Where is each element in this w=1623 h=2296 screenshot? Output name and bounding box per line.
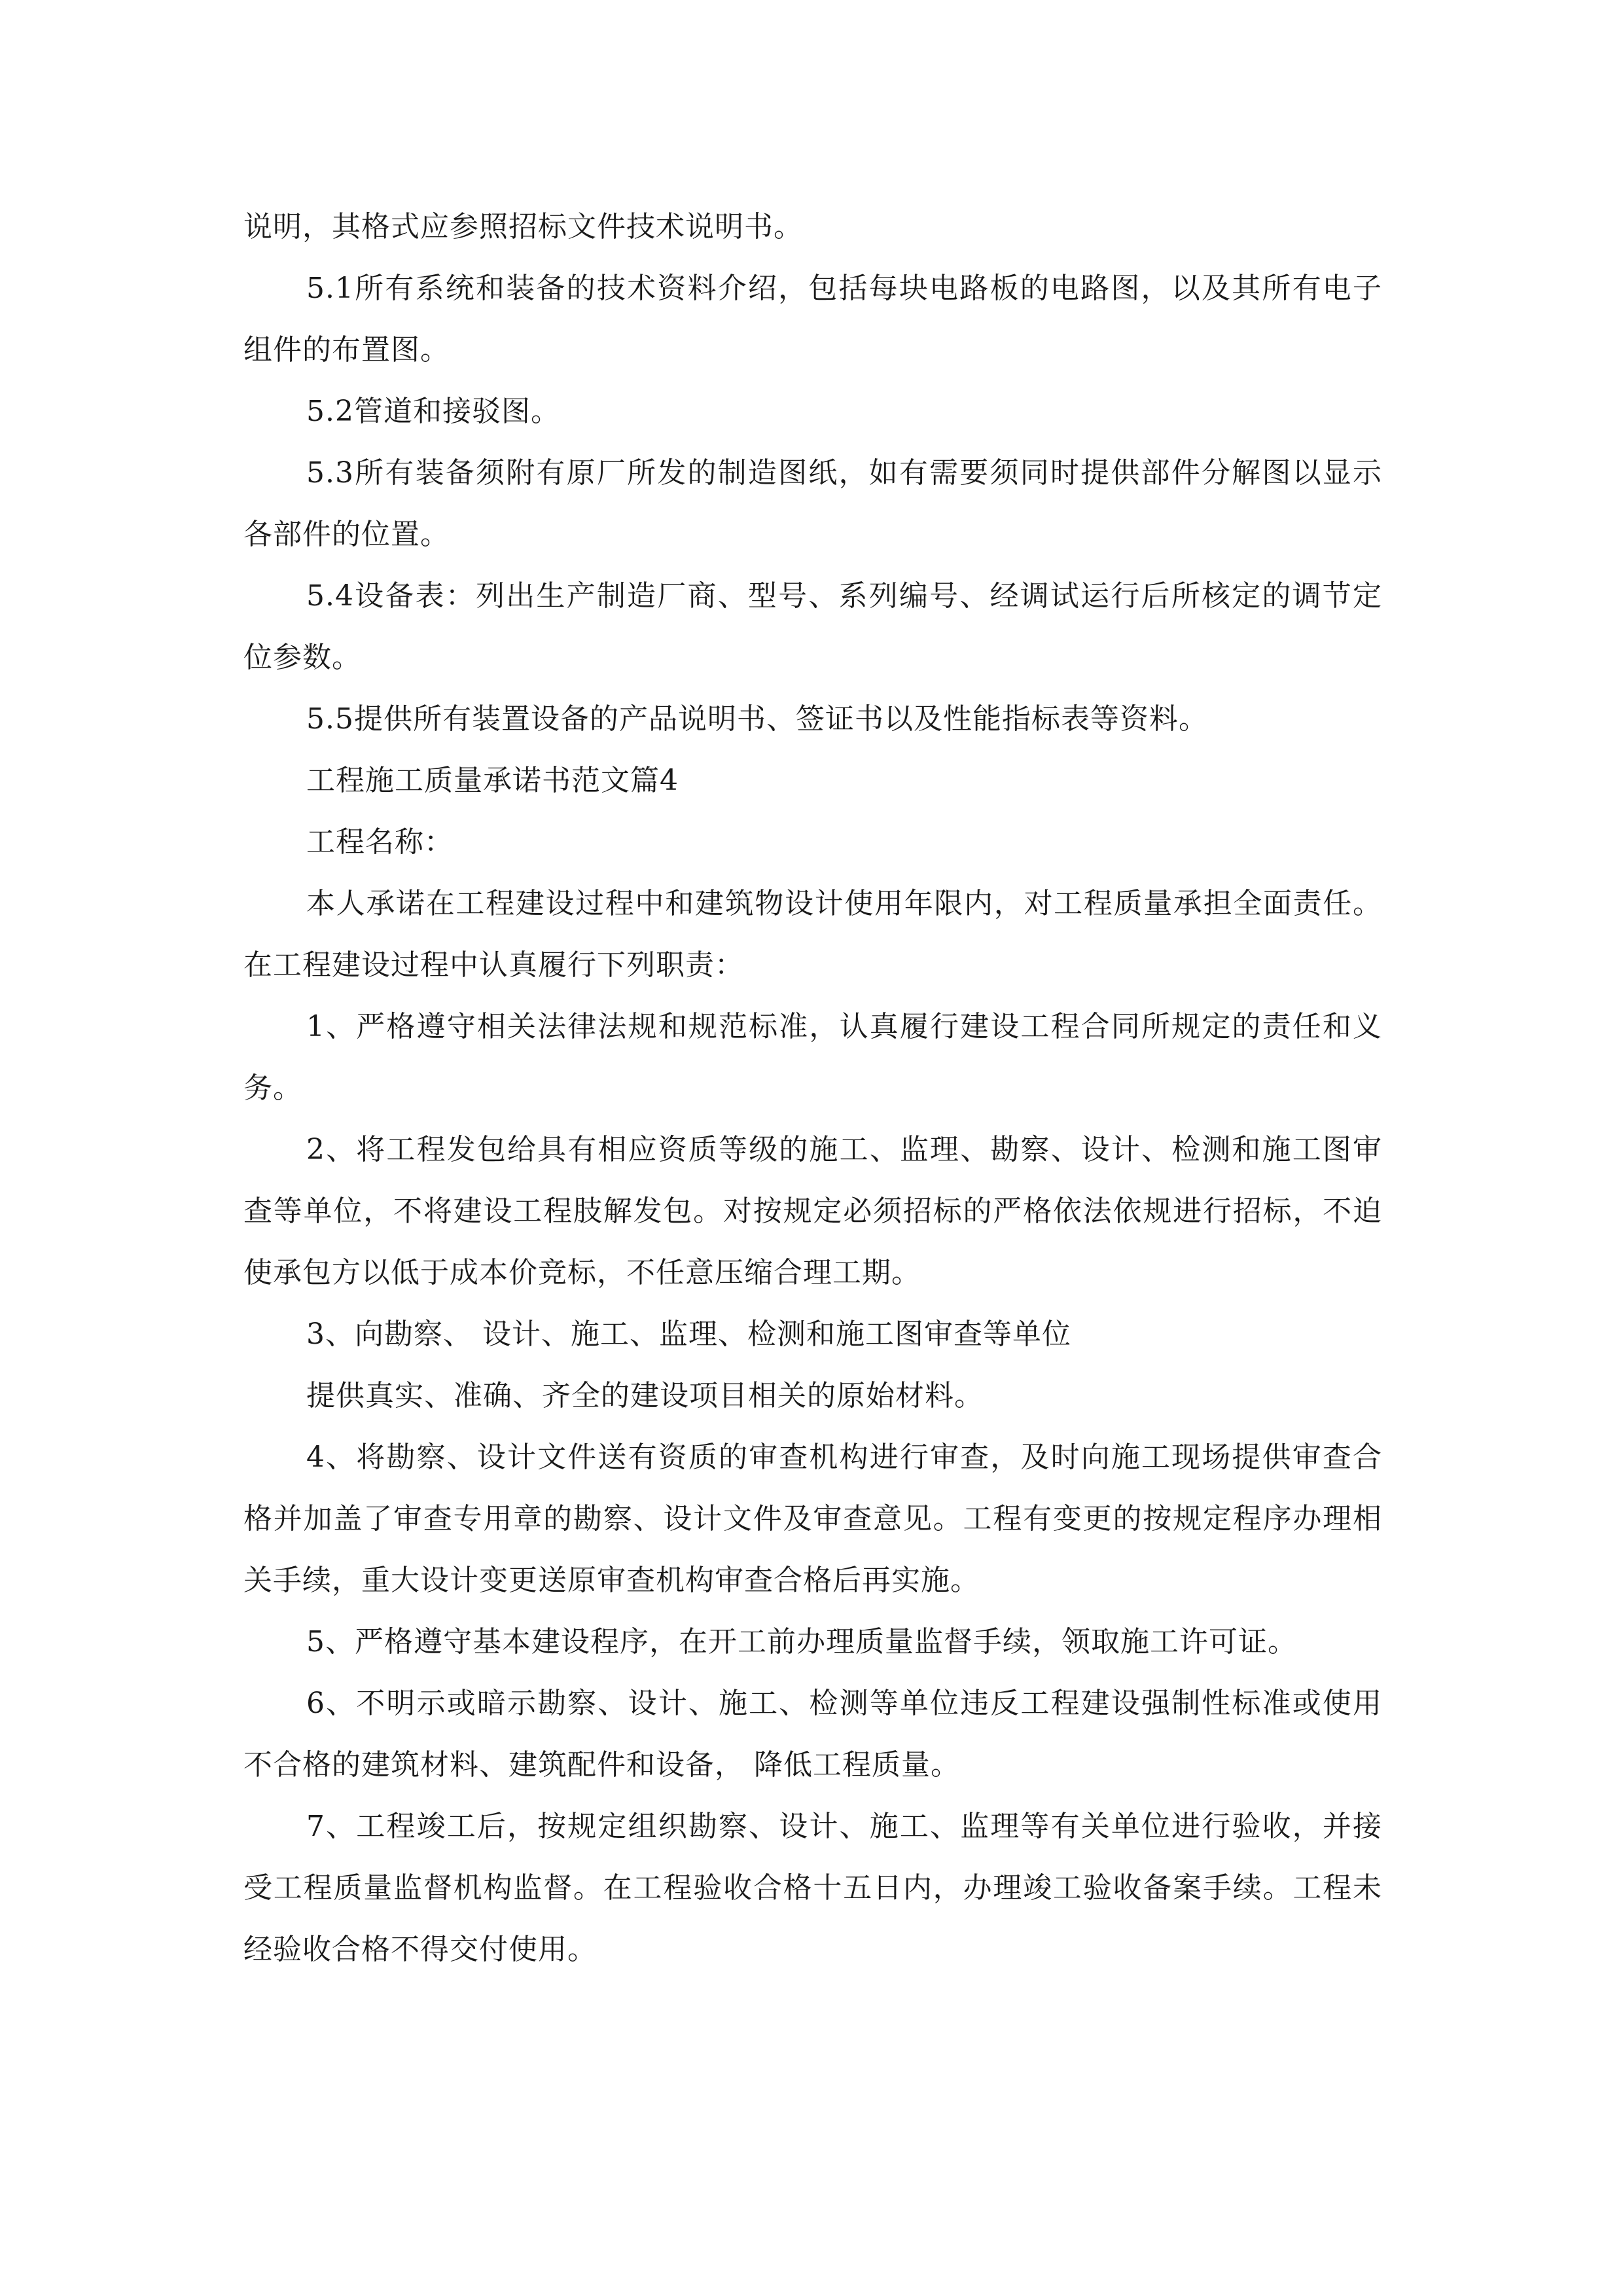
duty-item-2: 2、将工程发包给具有相应资质等级的施工、监理、勘察、设计、检测和施工图审查等单位，不将建设工程肢解发包。对按规定必须招标的严格依法依规进行招标，不迫使承包方以低于成本价竞标，不任意压缩合理工期。 [243, 1133, 1382, 1289]
duty-item-3-continuation: 提供真实、准确、齐全的建设项目相关的原始材料。 [306, 1379, 984, 1412]
duty-item-4: 4、将勘察、设计文件送有资质的审查机构进行审查，及时向施工现场提供审查合格并加盖了审查专用章的勘察、设计文件及审查意见。工程有变更的按规定程序办理相关手续，重大设计变更送原审查机构审查合格后再实施。 [243, 1441, 1382, 1597]
paragraph-5-5: 5.5提供所有装置设备的产品说明书、签证书以及性能指标表等资料。 [306, 702, 1208, 736]
section-title: 工程施工质量承诺书范文篇4 [306, 764, 679, 797]
duty-item-5: 5、严格遵守基本建设程序，在开工前办理质量监督手续，领取施工许可证。 [306, 1625, 1297, 1659]
duty-item-6: 6、不明示或暗示勘察、设计、施工、检测等单位违反工程建设强制性标准或使用不合格的建筑材料、建筑配件和设备， 降低工程质量。 [243, 1687, 1382, 1782]
paragraph-5-3: 5.3所有装备须附有原厂所发的制造图纸，如有需要须同时提供部件分解图以显示各部件的位置。 [243, 456, 1382, 551]
duty-item-7: 7、工程竣工后，按规定组织勘察、设计、施工、监理等有关单位进行验收，并接受工程质量监督机构监督。在工程验收合格十五日内，办理竣工验收备案手续。工程未经验收合格不得交付使用。 [243, 1810, 1382, 1966]
document-body [243, 196, 1382, 1981]
duty-item-3: 3、向勘察、 设计、施工、监理、检测和施工图审查等单位 [306, 1318, 1071, 1351]
duty-item-1: 1、严格遵守相关法律法规和规范标准，认真履行建设工程合同所规定的责任和义务。 [243, 1010, 1382, 1105]
paragraph-5-1: 5.1所有系统和装备的技术资料介绍，包括每块电路板的电路图，以及其所有电子组件的布置图。 [243, 272, 1382, 367]
paragraph-5-4: 5.4设备表：列出生产制造厂商、型号、系列编号、经调试运行后所核定的调节定位参数。 [243, 579, 1382, 674]
paragraph-continuation: 说明，其格式应参照招标文件技术说明书。 [243, 210, 803, 243]
paragraph-5-2: 5.2管道和接驳图。 [306, 395, 560, 428]
project-name-label: 工程名称： [306, 825, 454, 859]
commitment-intro: 本人承诺在工程建设过程中和建筑物设计使用年限内，对工程质量承担全面责任。在工程建设过程中认真履行下列职责： [243, 887, 1382, 982]
